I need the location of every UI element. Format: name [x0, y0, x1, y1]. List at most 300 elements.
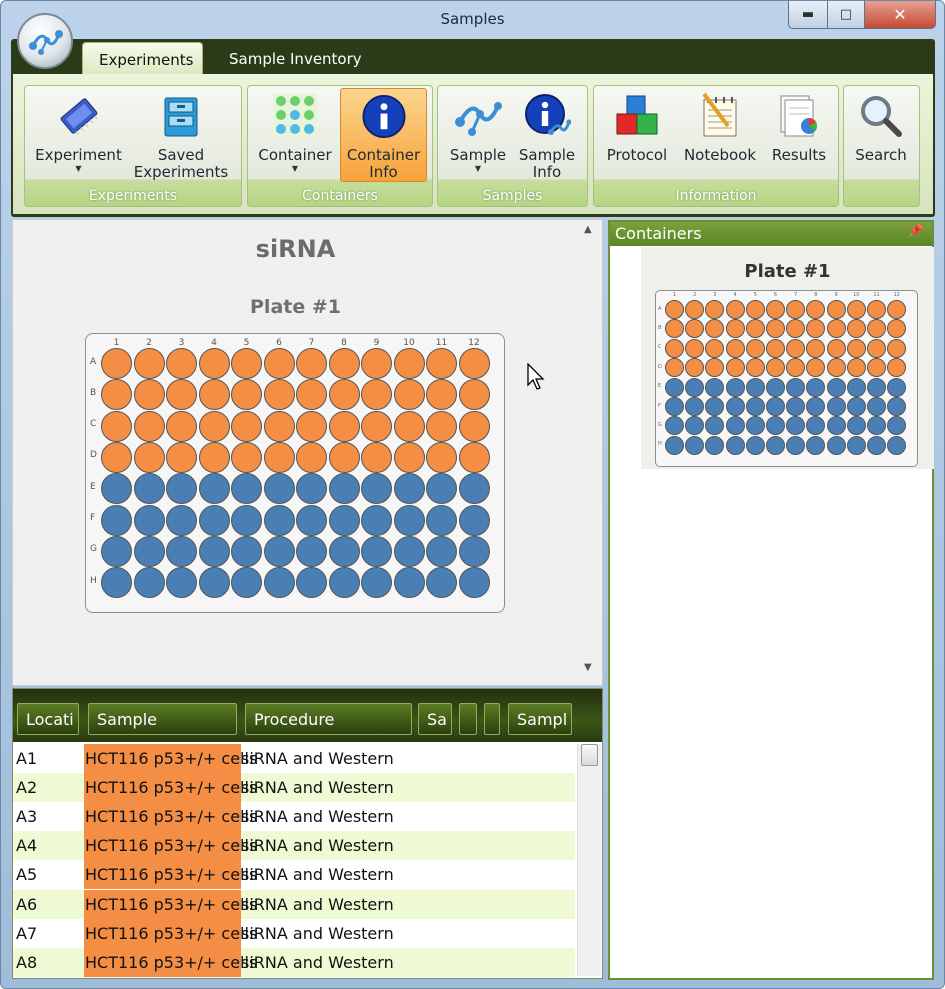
- results-button[interactable]: [767, 88, 831, 182]
- sample-cell: HCT116 p53+/+ cells: [84, 890, 241, 919]
- plate-well-A10[interactable]: [847, 300, 866, 319]
- procedure-cell: siRNA and Western: [241, 749, 394, 768]
- plate-column-label: 3: [713, 292, 717, 298]
- plate-well-H10[interactable]: [847, 436, 866, 455]
- well-plate-thumbnail: [655, 290, 918, 467]
- cabinet-icon: [157, 92, 205, 140]
- plate-well-C2[interactable]: [134, 411, 165, 442]
- plate-well-H2[interactable]: [134, 567, 165, 598]
- plate-well-F10[interactable]: [847, 397, 866, 416]
- plate-well-E7[interactable]: [786, 378, 805, 397]
- plate-well-A3[interactable]: [166, 348, 197, 379]
- search-label: Search: [855, 146, 907, 164]
- plate-well-A5[interactable]: [231, 348, 262, 379]
- plate-well-A12[interactable]: [459, 348, 490, 379]
- table-row[interactable]: [13, 773, 575, 802]
- plate-well-A11[interactable]: [426, 348, 457, 379]
- plate-well-E7[interactable]: [296, 473, 327, 504]
- plate-column-label: 9: [834, 292, 838, 298]
- plate-well-C3[interactable]: [166, 411, 197, 442]
- plate-well-B1[interactable]: [665, 319, 684, 338]
- plate-well-C5[interactable]: [746, 339, 765, 358]
- experiment-button[interactable]: [31, 88, 126, 182]
- plate-column-label: 11: [435, 338, 448, 348]
- plate-well-D8[interactable]: [806, 358, 825, 377]
- plate-well-D6[interactable]: [264, 442, 295, 473]
- plate-well-H12[interactable]: [887, 436, 906, 455]
- plate-column-label: 3: [178, 338, 185, 348]
- plate-column-label: 4: [211, 338, 217, 348]
- pin-icon[interactable]: 📌: [907, 224, 924, 239]
- plate-well-E9[interactable]: [361, 473, 392, 504]
- plate-column-label: 11: [873, 292, 880, 298]
- molecule-icon: [454, 92, 502, 140]
- plate-well-E10[interactable]: [847, 378, 866, 397]
- plate-column-label: 1: [672, 292, 677, 298]
- plate-well-B6[interactable]: [766, 319, 785, 338]
- plate-well-G9[interactable]: [361, 536, 392, 567]
- tab-experiments[interactable]: Experiments: [82, 42, 203, 75]
- plate-well-D1[interactable]: [101, 442, 132, 473]
- plate-well-E5[interactable]: [231, 473, 262, 504]
- plate-well-G12[interactable]: [459, 536, 490, 567]
- plate-well-F5[interactable]: [746, 397, 765, 416]
- plate-well-B10[interactable]: [394, 379, 425, 410]
- plate-well-B11[interactable]: [426, 379, 457, 410]
- plate-well-G1[interactable]: [101, 536, 132, 567]
- column-header-blank-2[interactable]: [484, 703, 500, 735]
- plate-well-F12[interactable]: [459, 505, 490, 536]
- plate-well-D12[interactable]: [887, 358, 906, 377]
- plate-well-F3[interactable]: [705, 397, 724, 416]
- plate-well-C11[interactable]: [426, 411, 457, 442]
- plate-well-D11[interactable]: [426, 442, 457, 473]
- group-label: Information: [675, 188, 757, 204]
- plate-well-F9[interactable]: [827, 397, 846, 416]
- plate-well-D9[interactable]: [827, 358, 846, 377]
- plate-well-D2[interactable]: [685, 358, 704, 377]
- plate-row-label: A: [90, 356, 97, 367]
- plate-well-H1[interactable]: [665, 436, 684, 455]
- plate-well-B7[interactable]: [296, 379, 327, 410]
- containers-panel-header: [610, 222, 932, 246]
- plate-well-F11[interactable]: [867, 397, 886, 416]
- plate-well-B3[interactable]: [705, 319, 724, 338]
- plate-well-D8[interactable]: [329, 442, 360, 473]
- plate-row-label: H: [90, 575, 97, 586]
- grid-header: [13, 689, 602, 742]
- close-button[interactable]: ✕: [864, 1, 936, 29]
- plate-column-label: 1: [113, 338, 120, 348]
- plate-well-G10[interactable]: [394, 536, 425, 567]
- plate-well-G8[interactable]: [329, 536, 360, 567]
- plate-well-D10[interactable]: [847, 358, 866, 377]
- plate-well-E12[interactable]: [459, 473, 490, 504]
- plate-well-C8[interactable]: [806, 339, 825, 358]
- column-header-sample[interactable]: Sample: [88, 703, 237, 735]
- plate-well-G12[interactable]: [887, 416, 906, 435]
- plate-well-E8[interactable]: [329, 473, 360, 504]
- protocol-button[interactable]: [601, 88, 673, 182]
- table-row[interactable]: [13, 744, 575, 773]
- table-row[interactable]: [13, 890, 575, 919]
- plate-well-G6[interactable]: [766, 416, 785, 435]
- plate-well-C7[interactable]: [296, 411, 327, 442]
- plate-well-A9[interactable]: [361, 348, 392, 379]
- plate-well-G1[interactable]: [665, 416, 684, 435]
- plate-thumbnail[interactable]: [641, 247, 934, 469]
- sample-cell: HCT116 p53+/+ cells: [84, 919, 241, 948]
- plate-well-G8[interactable]: [806, 416, 825, 435]
- plate-well-A12[interactable]: [887, 300, 906, 319]
- plate-column-label: 4: [733, 292, 737, 298]
- plate-well-H1[interactable]: [101, 567, 132, 598]
- plate-well-H11[interactable]: [426, 567, 457, 598]
- plate-well-C12[interactable]: [459, 411, 490, 442]
- plate-well-A8[interactable]: [806, 300, 825, 319]
- plate-well-B5[interactable]: [746, 319, 765, 338]
- plate-well-H10[interactable]: [394, 567, 425, 598]
- plate-well-G5[interactable]: [746, 416, 765, 435]
- plate-row-label: B: [90, 387, 97, 398]
- plate-well-G7[interactable]: [786, 416, 805, 435]
- plate-well-H6[interactable]: [766, 436, 785, 455]
- plate-well-C9[interactable]: [827, 339, 846, 358]
- plate-well-D3[interactable]: [705, 358, 724, 377]
- plate-well-E1[interactable]: [101, 473, 132, 504]
- plate-well-E12[interactable]: [887, 378, 906, 397]
- plate-column-label: 6: [276, 338, 282, 348]
- plate-well-D4[interactable]: [199, 442, 230, 473]
- plate-column-label: 9: [373, 338, 380, 348]
- plate-well-B12[interactable]: [459, 379, 490, 410]
- plate-well-E1[interactable]: [665, 378, 684, 397]
- group-label: Containers: [302, 188, 378, 204]
- plate-well-A7[interactable]: [296, 348, 327, 379]
- plate-well-C11[interactable]: [867, 339, 886, 358]
- plate-well-A5[interactable]: [746, 300, 765, 319]
- plate-well-D12[interactable]: [459, 442, 490, 473]
- plate-well-F8[interactable]: [806, 397, 825, 416]
- plate-well-A10[interactable]: [394, 348, 425, 379]
- plate-well-A4[interactable]: [726, 300, 745, 319]
- plate-well-H4[interactable]: [726, 436, 745, 455]
- plate-well-F4[interactable]: [726, 397, 745, 416]
- plate-well-D11[interactable]: [867, 358, 886, 377]
- plate-well-A6[interactable]: [766, 300, 785, 319]
- container-label: Container: [258, 146, 332, 164]
- plate-well-D9[interactable]: [361, 442, 392, 473]
- plate-well-G6[interactable]: [264, 536, 295, 567]
- plate-row-label: C: [658, 344, 662, 351]
- procedure-cell: siRNA and Western: [241, 952, 394, 972]
- location-cell: A3: [16, 807, 38, 827]
- grid-scrollbar[interactable]: [577, 744, 601, 976]
- plate-well-E4[interactable]: [726, 378, 745, 397]
- minimize-button[interactable]: ▬: [788, 1, 828, 29]
- plate-well-G10[interactable]: [847, 416, 866, 435]
- plate-well-H7[interactable]: [786, 436, 805, 455]
- group-label: Samples: [482, 188, 543, 204]
- plate-well-E6[interactable]: [264, 473, 295, 504]
- plate-row-label: C: [90, 419, 97, 430]
- plate-well-A3[interactable]: [705, 300, 724, 319]
- plate-well-B4[interactable]: [199, 379, 230, 410]
- plate-well-B2[interactable]: [685, 319, 704, 338]
- plate-well-F2[interactable]: [134, 505, 165, 536]
- plate-well-B7[interactable]: [786, 319, 805, 338]
- plate-well-B3[interactable]: [166, 379, 197, 410]
- plate-row-label: E: [90, 481, 96, 492]
- plate-well-F6[interactable]: [264, 505, 295, 536]
- plate-well-H9[interactable]: [827, 436, 846, 455]
- plate-well-A11[interactable]: [867, 300, 886, 319]
- plate-well-E9[interactable]: [827, 378, 846, 397]
- plate-well-F7[interactable]: [296, 505, 327, 536]
- tab-sample-inventory[interactable]: Sample Inventory: [229, 50, 362, 68]
- plate-well-C7[interactable]: [786, 339, 805, 358]
- plate-well-C4[interactable]: [726, 339, 745, 358]
- plate-well-E10[interactable]: [394, 473, 425, 504]
- scroll-up-icon[interactable]: ▲: [584, 224, 592, 235]
- plate-row-label: G: [90, 544, 97, 555]
- plate-well-G2[interactable]: [134, 536, 165, 567]
- plate-well-G5[interactable]: [231, 536, 262, 567]
- plate-well-G11[interactable]: [867, 416, 886, 435]
- location-cell: A5: [16, 865, 38, 885]
- plate-well-A6[interactable]: [264, 348, 295, 379]
- plate-well-A2[interactable]: [134, 348, 165, 379]
- plate-well-C8[interactable]: [329, 411, 360, 442]
- plate-well-C6[interactable]: [264, 411, 295, 442]
- scrollbar-thumb[interactable]: [581, 744, 598, 766]
- plate-well-C5[interactable]: [231, 411, 262, 442]
- sample-button[interactable]: [442, 88, 514, 182]
- plate-well-H8[interactable]: [329, 567, 360, 598]
- plate-well-F11[interactable]: [426, 505, 457, 536]
- plate-well-F7[interactable]: [786, 397, 805, 416]
- container-info-label: Container Info: [346, 146, 421, 181]
- plate-well-B11[interactable]: [867, 319, 886, 338]
- plate-well-F2[interactable]: [685, 397, 704, 416]
- plate-well-G7[interactable]: [296, 536, 327, 567]
- notebook-button[interactable]: [678, 88, 762, 182]
- sample-cell: HCT116 p53+/+ cells: [84, 744, 241, 773]
- plate-well-F10[interactable]: [394, 505, 425, 536]
- plate-view: [12, 219, 603, 686]
- location-cell: A6: [16, 894, 38, 914]
- plate-well-D7[interactable]: [786, 358, 805, 377]
- plate-well-E3[interactable]: [705, 378, 724, 397]
- table-row[interactable]: [13, 919, 575, 948]
- well-plate: [85, 333, 505, 613]
- plate-row-label: E: [658, 383, 662, 390]
- plate-well-G2[interactable]: [685, 416, 704, 435]
- procedure-cell: siRNA and Western: [241, 894, 394, 914]
- location-cell: A4: [16, 836, 38, 856]
- plate-well-G4[interactable]: [199, 536, 230, 567]
- plate-well-B6[interactable]: [264, 379, 295, 410]
- plate-well-D3[interactable]: [166, 442, 197, 473]
- plate-well-D5[interactable]: [231, 442, 262, 473]
- plate-well-F4[interactable]: [199, 505, 230, 536]
- plate-well-C2[interactable]: [685, 339, 704, 358]
- chevron-down-icon: ▼: [474, 164, 482, 173]
- plate-well-E11[interactable]: [426, 473, 457, 504]
- plate-well-H3[interactable]: [705, 436, 724, 455]
- plate-well-B2[interactable]: [134, 379, 165, 410]
- info-icon: [360, 93, 408, 140]
- plate-column-label: 7: [794, 292, 798, 298]
- plate-well-G4[interactable]: [726, 416, 745, 435]
- plate-well-A2[interactable]: [685, 300, 704, 319]
- container-info-button[interactable]: [340, 88, 427, 182]
- plate-well-H5[interactable]: [231, 567, 262, 598]
- plate-well-C12[interactable]: [887, 339, 906, 358]
- plate-well-F1[interactable]: [665, 397, 684, 416]
- plate-row-label: H: [658, 441, 662, 448]
- plate-well-B9[interactable]: [361, 379, 392, 410]
- plate-column-label: 7: [308, 338, 315, 348]
- scroll-down-icon[interactable]: ▼: [584, 662, 592, 673]
- plate-well-H11[interactable]: [867, 436, 886, 455]
- plate-well-H3[interactable]: [166, 567, 197, 598]
- plate-well-F5[interactable]: [231, 505, 262, 536]
- plate-well-H12[interactable]: [459, 567, 490, 598]
- chevron-down-icon: ▼: [291, 164, 299, 173]
- maximize-button[interactable]: □: [827, 1, 865, 29]
- column-header-blank-1[interactable]: [459, 703, 477, 735]
- plate-well-H9[interactable]: [361, 567, 392, 598]
- plate-well-H7[interactable]: [296, 567, 327, 598]
- plate-well-H5[interactable]: [746, 436, 765, 455]
- plate-well-E6[interactable]: [766, 378, 785, 397]
- procedure-cell: siRNA and Western: [241, 836, 394, 856]
- plate-well-C1[interactable]: [665, 339, 684, 358]
- plate-well-C1[interactable]: [101, 411, 132, 442]
- plate-well-D4[interactable]: [726, 358, 745, 377]
- container-button[interactable]: [255, 88, 335, 182]
- table-row[interactable]: [13, 831, 575, 860]
- plate-column-label: 8: [341, 338, 347, 348]
- column-header-sa[interactable]: Sa: [418, 703, 452, 735]
- table-row[interactable]: [13, 860, 575, 889]
- plate-well-E3[interactable]: [166, 473, 197, 504]
- plate-well-A1[interactable]: [665, 300, 684, 319]
- plate-well-D5[interactable]: [746, 358, 765, 377]
- plate-well-D10[interactable]: [394, 442, 425, 473]
- plate-column-label: 5: [753, 292, 757, 298]
- plate-well-D7[interactable]: [296, 442, 327, 473]
- plate-column-label: 12: [893, 292, 900, 298]
- sample-cell: HCT116 p53+/+ cells: [84, 773, 241, 802]
- plate-well-C9[interactable]: [361, 411, 392, 442]
- column-header-sampl[interactable]: Sampl: [508, 703, 572, 735]
- search-button[interactable]: [849, 88, 913, 182]
- plate-well-B8[interactable]: [806, 319, 825, 338]
- thumbnail-plate-title: Plate #1: [744, 261, 831, 282]
- saved-experiments-button[interactable]: [131, 88, 231, 182]
- plate-well-C6[interactable]: [766, 339, 785, 358]
- plate-well-G9[interactable]: [827, 416, 846, 435]
- plate-well-B1[interactable]: [101, 379, 132, 410]
- plate-well-F6[interactable]: [766, 397, 785, 416]
- sample-info-button[interactable]: [515, 88, 579, 182]
- plate-row-label: A: [658, 305, 662, 312]
- plate-well-A9[interactable]: [827, 300, 846, 319]
- plate-well-D6[interactable]: [766, 358, 785, 377]
- samples-grid: [12, 688, 603, 979]
- plate-well-H4[interactable]: [199, 567, 230, 598]
- window-title: Samples: [440, 10, 505, 28]
- plate-well-A8[interactable]: [329, 348, 360, 379]
- plate-well-F1[interactable]: [101, 505, 132, 536]
- plate-well-E2[interactable]: [134, 473, 165, 504]
- plate-well-B5[interactable]: [231, 379, 262, 410]
- plate-well-E4[interactable]: [199, 473, 230, 504]
- plate-well-E11[interactable]: [867, 378, 886, 397]
- plate-well-D2[interactable]: [134, 442, 165, 473]
- notebook-label: Notebook: [683, 146, 757, 164]
- plate-well-C10[interactable]: [847, 339, 866, 358]
- plate-well-B9[interactable]: [827, 319, 846, 338]
- protocol-label: Protocol: [606, 146, 668, 164]
- app-menu-orb[interactable]: [17, 13, 73, 69]
- plate-column-label: 12: [468, 338, 480, 348]
- containers-panel: [608, 220, 934, 980]
- location-cell: A2: [16, 778, 38, 798]
- plate-well-C4[interactable]: [199, 411, 230, 442]
- plate-well-C10[interactable]: [394, 411, 425, 442]
- column-header-procedure[interactable]: Procedure: [245, 703, 412, 735]
- plate-well-F9[interactable]: [361, 505, 392, 536]
- plate-well-F12[interactable]: [887, 397, 906, 416]
- table-row[interactable]: [13, 948, 575, 977]
- plate-well-E8[interactable]: [806, 378, 825, 397]
- chevron-down-icon: ▼: [75, 164, 82, 173]
- plate-well-C3[interactable]: [705, 339, 724, 358]
- plate-well-H6[interactable]: [264, 567, 295, 598]
- well-plate-icon: [271, 92, 319, 140]
- column-header-location[interactable]: Locati: [17, 703, 79, 735]
- plate-column-label: 10: [403, 338, 415, 348]
- plate-well-H8[interactable]: [806, 436, 825, 455]
- plate-well-B10[interactable]: [847, 319, 866, 338]
- plate-well-F8[interactable]: [329, 505, 360, 536]
- table-row[interactable]: [13, 802, 575, 831]
- plate-well-G11[interactable]: [426, 536, 457, 567]
- plate-well-E2[interactable]: [685, 378, 704, 397]
- plate-well-G3[interactable]: [705, 416, 724, 435]
- plate-well-A4[interactable]: [199, 348, 230, 379]
- plate-well-B12[interactable]: [887, 319, 906, 338]
- procedure-cell: siRNA and Western: [241, 865, 394, 885]
- plate-well-G3[interactable]: [166, 536, 197, 567]
- plate-column-label: 2: [146, 338, 152, 348]
- plate-well-A1[interactable]: [101, 348, 132, 379]
- plate-well-B8[interactable]: [329, 379, 360, 410]
- containers-panel-title: Containers: [615, 224, 702, 243]
- plate-row-label: D: [658, 363, 662, 370]
- plate-well-A7[interactable]: [786, 300, 805, 319]
- sample-cell: HCT116 p53+/+ cells: [84, 860, 241, 889]
- location-cell: A8: [16, 952, 38, 972]
- plate-well-D1[interactable]: [665, 358, 684, 377]
- plate-well-F3[interactable]: [166, 505, 197, 536]
- plate-well-H2[interactable]: [685, 436, 704, 455]
- plate-well-E5[interactable]: [746, 378, 765, 397]
- plate-well-B4[interactable]: [726, 319, 745, 338]
